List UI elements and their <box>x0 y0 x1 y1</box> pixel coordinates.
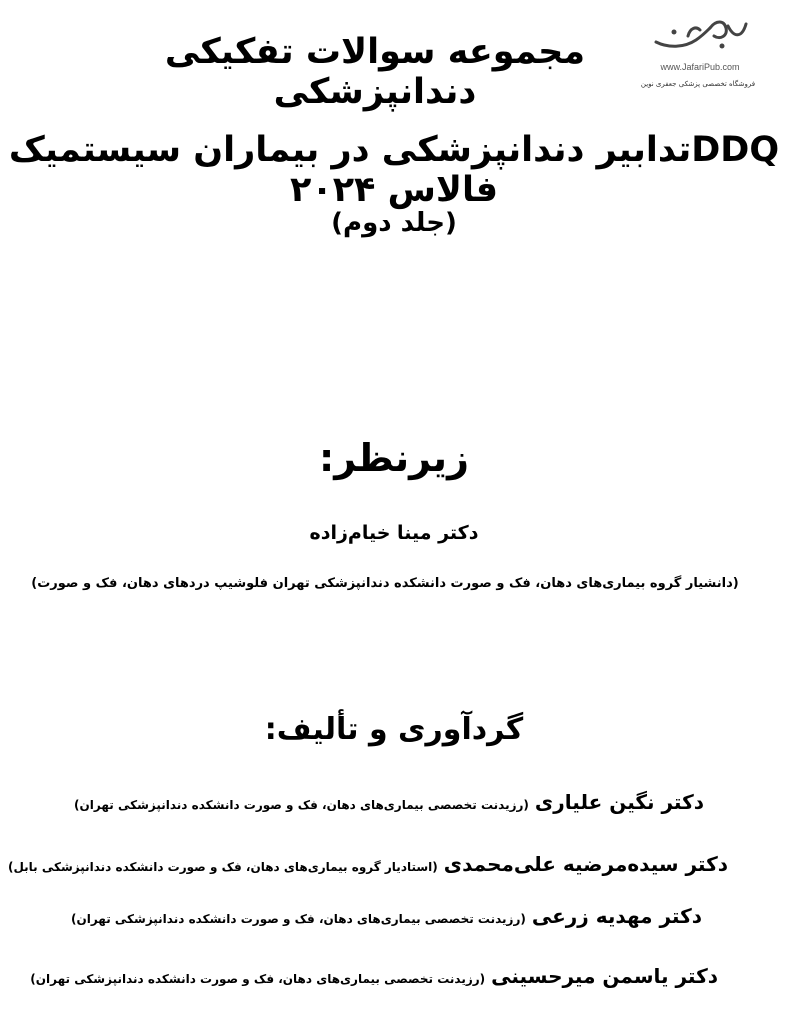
author-affiliation: (رزیدنت تخصصی بیماری‌های دهان، فک و صورت دانشکده دندانپزشکی تهران) <box>74 798 529 812</box>
supervisor-heading: زیرنظر: <box>319 436 469 480</box>
author-name: دکتر سیده‌مرضیه علی‌محمدی <box>443 852 728 876</box>
publisher-tagline: فروشگاه تخصصی پزشکی جعفری نوین <box>640 80 756 88</box>
publisher-logo-mark <box>650 14 750 58</box>
author-entry <box>74 790 704 824</box>
author-affiliation: (رزیدنت تخصصی بیماری‌های دهان، فک و صورت دانشکده دندانپزشکی تهران) <box>30 972 486 986</box>
author-entry <box>8 852 728 886</box>
publisher-url: www.JafariPub.com <box>660 62 740 72</box>
author-entry <box>30 964 718 998</box>
author-name: دکتر یاسمن میرحسینی <box>491 964 718 988</box>
book-title: DDQتدابیر دندانپزشکی در بیماران سیستمیک فالاس ۲۰۲۴ <box>8 130 780 210</box>
book-series-title: مجموعه سوالات تفکیکی دندانپزشکی <box>164 32 586 112</box>
author-affiliation: (رزیدنت تخصصی بیماری‌های دهان، فک و صورت دانشکده دندانپزشکی تهران) <box>70 912 526 926</box>
authors-heading: گردآوری و تألیف: <box>264 712 524 747</box>
supervisor-affiliation: (دانشیار گروه بیماری‌های دهان، فک و صورت دانشکده دندانپزشکی تهران فلوشیپ دردهای دهان، فک و صورت) <box>31 576 739 591</box>
author-entry <box>71 904 702 938</box>
author-affiliation: (استادیار گروه بیماری‌های دهان، فک و صورت دانشکده دندانپزشکی بابل) <box>7 860 438 874</box>
publisher-logo <box>628 14 778 94</box>
supervisor-name: دکتر مینا خیام‌زاده <box>309 522 479 544</box>
author-name: دکتر نگین علیاری <box>534 790 704 814</box>
book-volume: (جلد دوم) <box>331 208 457 238</box>
author-name: دکتر مهدیه زرعی <box>531 904 702 928</box>
